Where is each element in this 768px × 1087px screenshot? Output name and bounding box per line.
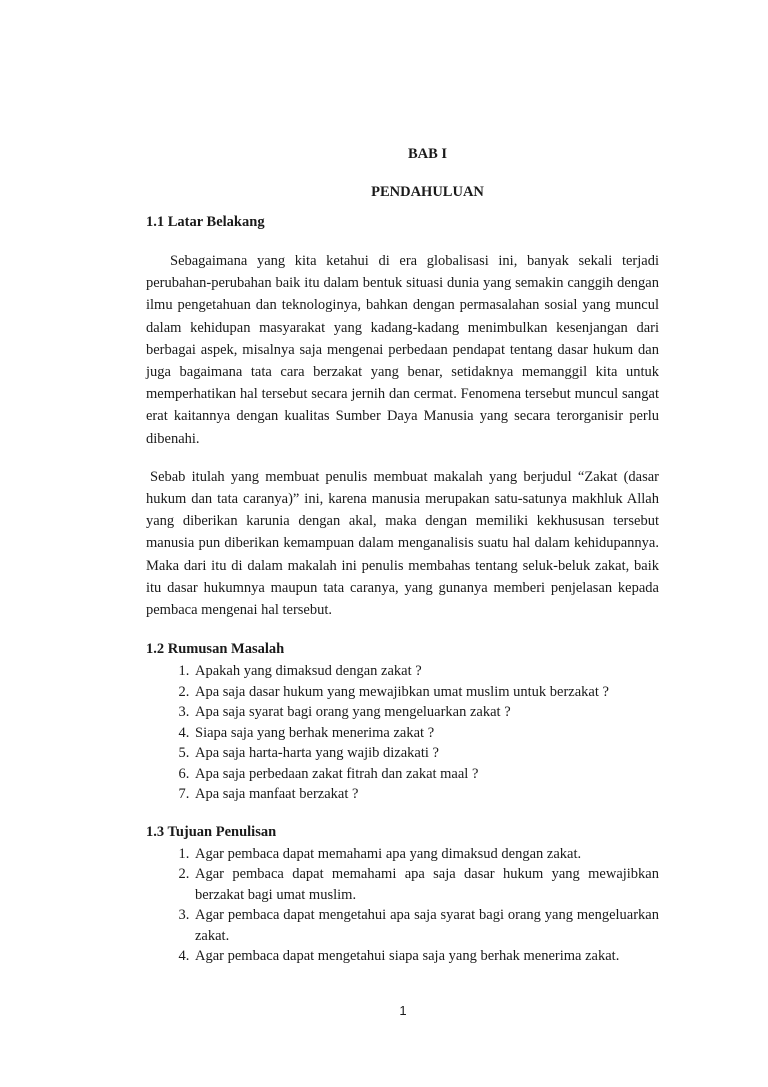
list-item: 2. Apa saja dasar hukum yang mewajibkan umat muslim untuk berzakat ? — [193, 682, 659, 703]
section-heading-problems: 1.2 Rumusan Masalah — [146, 641, 285, 658]
background-paragraph-2: Sebab itulah yang membuat penulis membuat makalah yang berjudul “Zakat (dasar hukum dan tata caranya)” ini, karena manusia merupakan satu-satunya makhluk Allah yang diberikan karunia dengan akal, maka dengan memiliki kekhususan tersebut manusia pun diberikan kemampuan dalam menganalisis suatu hal dalam kehidupannya. Maka dari itu di dalam makalah ini penulis membahas tentang seluk-beluk zakat, baik itu dasar hukumnya maupun tata caranya, yang gunanya memberi penjelasan kepada pembaca mengenai hal tersebut. — [146, 468, 659, 619]
page-number: 1 — [399, 1003, 407, 1018]
list-item: 6. Apa saja perbedaan zakat fitrah dan zakat maal ? — [193, 764, 659, 785]
list-item: 5. Apa saja harta-harta yang wajib dizakati ? — [193, 743, 659, 764]
chapter-number: BAB I — [407, 146, 448, 162]
page-content — [146, 144, 659, 967]
list-item: 1. Agar pembaca dapat memahami apa yang dimaksud dengan zakat. — [193, 844, 659, 865]
list-item: 1. Apakah yang dimaksud dengan zakat ? — [193, 661, 659, 682]
chapter-title: PENDAHULUAN — [371, 184, 484, 200]
list-item: 4. Siapa saja yang berhak menerima zakat ? — [193, 723, 659, 744]
list-item: 2. Agar pembaca dapat memahami apa saja dasar hukum yang mewajibkan berzakat bagi umat muslim. — [193, 864, 659, 905]
background-paragraph-1: Sebagaimana yang kita ketahui di era globalisasi ini, banyak sekali terjadi perubahan-perubahan baik itu dalam bentuk situasi dunia yang semakin canggih dengan ilmu pengetahuan dan teknologinya, bahkan dengan permasalahan sosial yang muncul dalam kehidupan masyarakat yang kadang-kadang menimbulkan kesenjangan dari berbagai aspek, misalnya saja mengenai perbedaan pendapat tentang dasar hukum dan juga bagaimana tata cara berzakat yang benar, setidaknya memanggil kita untuk memperhatikan hal tersebut secara jernih dan cermat. Fenomena tersebut muncul sangat erat kaitannya dengan kualitas Sumber Daya Manusia yang secara terorganisir perlu dibenahi. — [146, 253, 659, 447]
list-item: 3. Agar pembaca dapat mengetahui apa saja syarat bagi orang yang mengeluarkan zakat. — [193, 905, 659, 946]
list-item: 7. Apa saja manfaat berzakat ? — [193, 784, 659, 805]
list-item: 3. Apa saja syarat bagi orang yang mengeluarkan zakat ? — [193, 702, 659, 723]
list-item: 4. Agar pembaca dapat mengetahui siapa saja yang berhak menerima zakat. — [193, 946, 659, 967]
section-heading-objectives: 1.3 Tujuan Penulisan — [146, 823, 277, 840]
section-heading-background: 1.1 Latar Belakang — [146, 214, 265, 230]
problems-list — [146, 661, 659, 805]
objectives-list — [146, 844, 659, 967]
